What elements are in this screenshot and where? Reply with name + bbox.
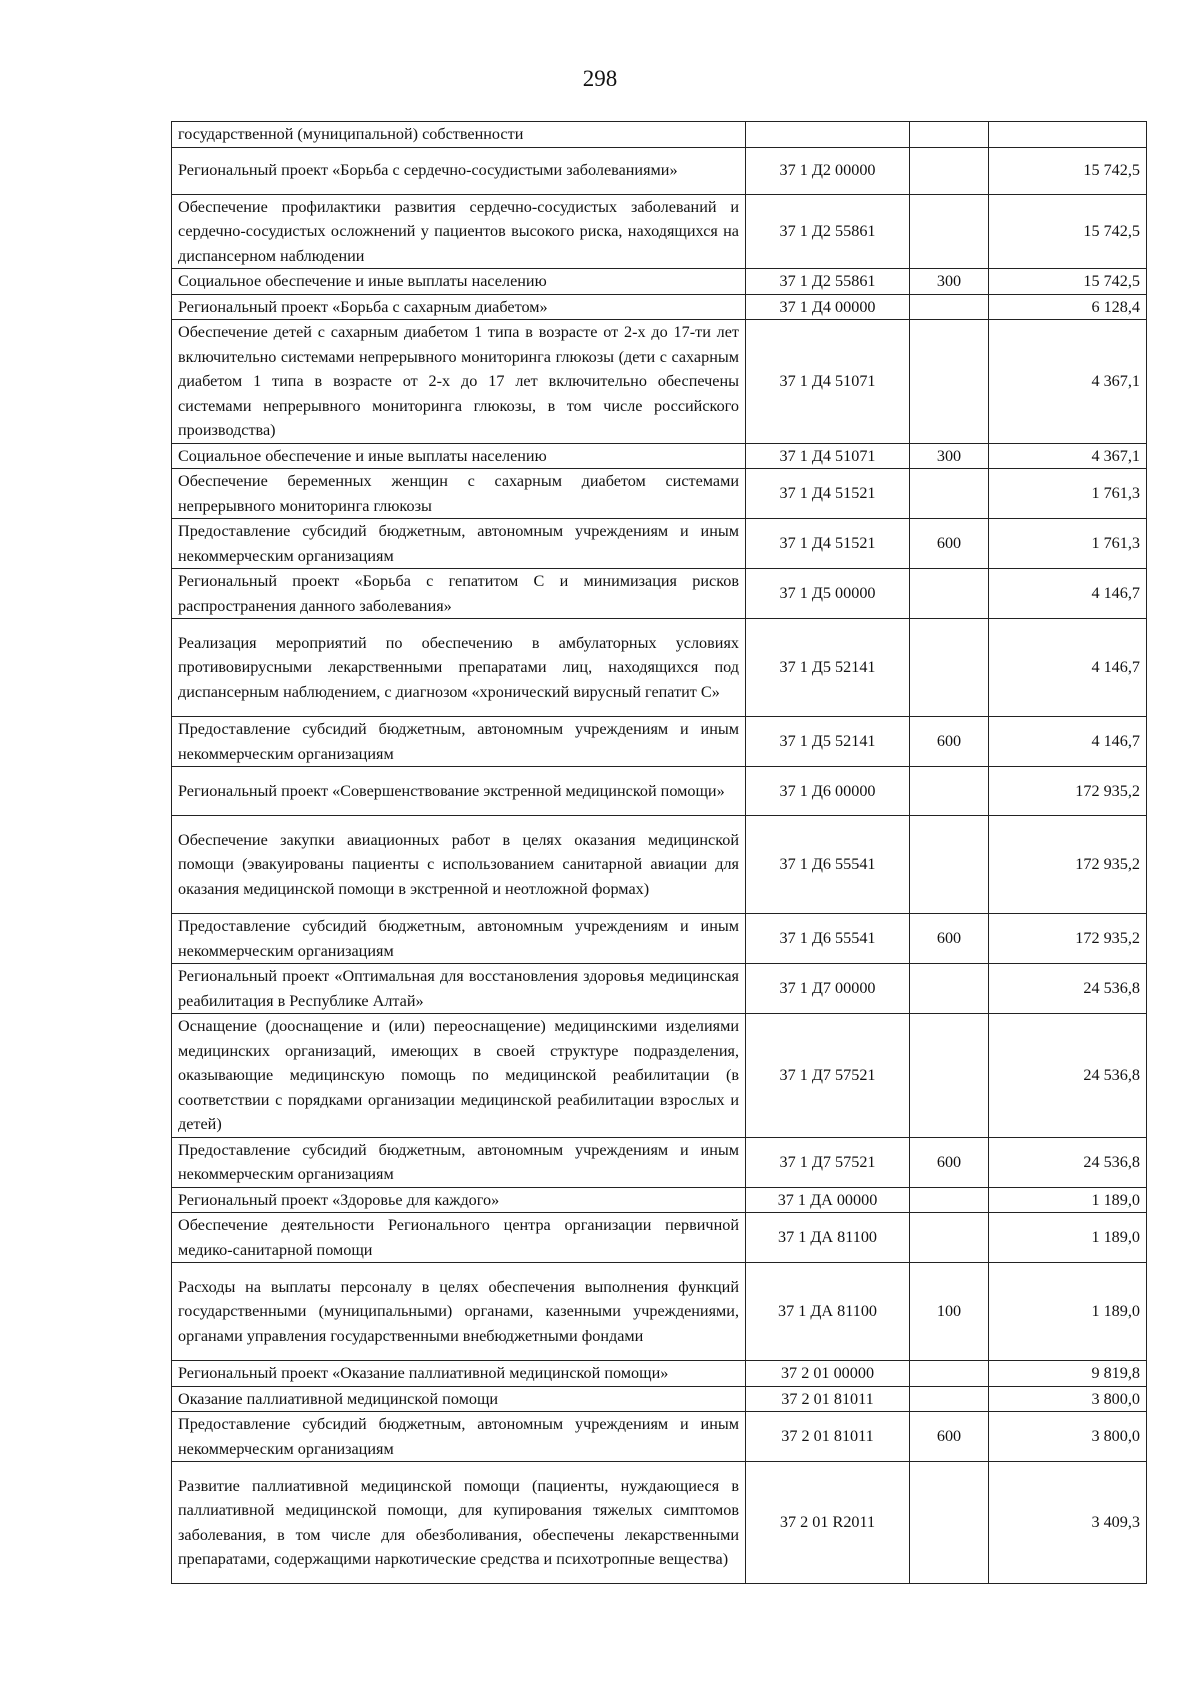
table-row bbox=[172, 1462, 1147, 1584]
row-amount: 1 189,0 bbox=[989, 1263, 1147, 1361]
row-name: Региональный проект «Оптимальная для восстановления здоровья медицинская реабилитация в Республике Алтай» bbox=[172, 964, 746, 1014]
row-name: Региональный проект «Здоровье для каждого» bbox=[172, 1187, 746, 1213]
row-amount: 3 409,3 bbox=[989, 1462, 1147, 1584]
row-amount: 9 819,8 bbox=[989, 1361, 1147, 1387]
row-amount: 24 536,8 bbox=[989, 1014, 1147, 1138]
row-name: Социальное обеспечение и иные выплаты населению bbox=[172, 443, 746, 469]
row-expense-type bbox=[910, 469, 989, 519]
row-name: Предоставление субсидий бюджетным, автономным учреждениям и иным некоммерческим организациям bbox=[172, 1412, 746, 1462]
row-amount: 1 761,3 bbox=[989, 469, 1147, 519]
row-expense-type: 300 bbox=[910, 443, 989, 469]
row-amount: 1 189,0 bbox=[989, 1213, 1147, 1263]
table-row bbox=[172, 320, 1147, 444]
row-name: Региональный проект «Борьба с гепатитом С и минимизация рисков распространения данного заболевания» bbox=[172, 569, 746, 619]
row-name: Обеспечение деятельности Регионального центра организации первичной медико-санитарной помощи bbox=[172, 1213, 746, 1263]
row-amount: 4 146,7 bbox=[989, 569, 1147, 619]
row-name: Реализация мероприятий по обеспечению в амбулаторных условиях противовирусными лекарственными препаратами лиц, находящихся под диспансерным наблюдением, с диагнозом «хронический вирусный гепатит С» bbox=[172, 619, 746, 717]
table-row bbox=[172, 569, 1147, 619]
row-amount: 172 935,2 bbox=[989, 767, 1147, 816]
row-target-code: 37 1 Д4 51071 bbox=[746, 443, 910, 469]
table-row bbox=[172, 1137, 1147, 1187]
row-target-code: 37 2 01 R2011 bbox=[746, 1462, 910, 1584]
table-row bbox=[172, 122, 1147, 148]
row-amount: 24 536,8 bbox=[989, 964, 1147, 1014]
row-name: Региональный проект «Оказание паллиативной медицинской помощи» bbox=[172, 1361, 746, 1387]
budget-table bbox=[171, 121, 1147, 1584]
table-row bbox=[172, 717, 1147, 767]
table-row bbox=[172, 519, 1147, 569]
table-row bbox=[172, 1412, 1147, 1462]
row-target-code: 37 1 Д2 00000 bbox=[746, 147, 910, 194]
row-expense-type: 300 bbox=[910, 269, 989, 295]
row-name: Социальное обеспечение и иные выплаты населению bbox=[172, 269, 746, 295]
row-target-code: 37 1 Д4 51071 bbox=[746, 320, 910, 444]
row-expense-type bbox=[910, 1386, 989, 1412]
row-expense-type bbox=[910, 767, 989, 816]
row-name: Региональный проект «Борьба с сердечно-сосудистыми заболеваниями» bbox=[172, 147, 746, 194]
row-expense-type bbox=[910, 619, 989, 717]
page-number: 298 bbox=[582, 66, 618, 91]
row-target-code: 37 1 Д4 51521 bbox=[746, 469, 910, 519]
row-target-code: 37 1 Д2 55861 bbox=[746, 269, 910, 295]
row-name: Обеспечение беременных женщин с сахарным диабетом системами непрерывного мониторинга глюкозы bbox=[172, 469, 746, 519]
row-target-code: 37 1 Д5 52141 bbox=[746, 619, 910, 717]
row-name: Оказание паллиативной медицинской помощи bbox=[172, 1386, 746, 1412]
table-row bbox=[172, 1361, 1147, 1387]
row-expense-type bbox=[910, 816, 989, 914]
row-expense-type bbox=[910, 294, 989, 320]
row-amount bbox=[989, 122, 1147, 148]
row-amount: 15 742,5 bbox=[989, 147, 1147, 194]
row-expense-type: 100 bbox=[910, 1263, 989, 1361]
row-amount: 4 146,7 bbox=[989, 717, 1147, 767]
row-target-code: 37 1 Д7 00000 bbox=[746, 964, 910, 1014]
table-row bbox=[172, 914, 1147, 964]
row-name: Развитие паллиативной медицинской помощи (пациенты, нуждающиеся в паллиативной медицинской помощи, для купирования тяжелых симптомов заболевания, в том числе для обезболивания, обеспечены лекарственными препаратами, содержащими наркотические средства и психотропные вещества) bbox=[172, 1462, 746, 1584]
row-expense-type bbox=[910, 1462, 989, 1584]
budget-table-body bbox=[172, 122, 1147, 1584]
row-target-code: 37 1 Д7 57521 bbox=[746, 1014, 910, 1138]
row-expense-type bbox=[910, 194, 989, 269]
row-name: Расходы на выплаты персоналу в целях обеспечения выполнения функций государственными (муниципальными) органами, казенными учреждениями, органами управления государственными внебюджетными фондами bbox=[172, 1263, 746, 1361]
table-row bbox=[172, 1187, 1147, 1213]
row-amount: 172 935,2 bbox=[989, 914, 1147, 964]
row-amount: 4 367,1 bbox=[989, 320, 1147, 444]
row-amount: 1 761,3 bbox=[989, 519, 1147, 569]
row-name: Оснащение (дооснащение и (или) переоснащение) медицинскими изделиями медицинских организаций, имеющих в своей структуре подразделения, оказывающие медицинскую помощь по медицинской реабилитации (в соответствии с порядками организации медицинской реабилитации взрослых и детей) bbox=[172, 1014, 746, 1138]
row-expense-type bbox=[910, 1361, 989, 1387]
row-name: Обеспечение детей с сахарным диабетом 1 типа в возрасте от 2-х до 17-ти лет включительно системами непрерывного мониторинга глюкозы (дети с сахарным диабетом 1 типа в возрасте от 2-х до 17 лет включительно обеспечены системами непрерывного мониторинга глюкозы, в том числе российского производства) bbox=[172, 320, 746, 444]
row-expense-type bbox=[910, 1014, 989, 1138]
row-target-code: 37 1 Д6 00000 bbox=[746, 767, 910, 816]
table-row bbox=[172, 767, 1147, 816]
table-row bbox=[172, 269, 1147, 295]
row-expense-type bbox=[910, 1187, 989, 1213]
row-name: Обеспечение профилактики развития сердечно-сосудистых заболеваний и сердечно-сосудистых осложнений у пациентов высокого риска, находящихся на диспансерном наблюдении bbox=[172, 194, 746, 269]
row-amount: 6 128,4 bbox=[989, 294, 1147, 320]
row-name: государственной (муниципальной) собственности bbox=[172, 122, 746, 148]
row-name: Обеспечение закупки авиационных работ в целях оказания медицинской помощи (эвакуированы пациенты с использованием санитарной авиации для оказания медицинской помощи в экстренной и неотложной формах) bbox=[172, 816, 746, 914]
table-row bbox=[172, 1263, 1147, 1361]
row-name: Предоставление субсидий бюджетным, автономным учреждениям и иным некоммерческим организациям bbox=[172, 914, 746, 964]
row-amount: 4 367,1 bbox=[989, 443, 1147, 469]
table-row bbox=[172, 964, 1147, 1014]
table-row bbox=[172, 816, 1147, 914]
row-expense-type: 600 bbox=[910, 1412, 989, 1462]
table-row bbox=[172, 619, 1147, 717]
row-expense-type bbox=[910, 964, 989, 1014]
row-target-code: 37 1 Д5 00000 bbox=[746, 569, 910, 619]
row-amount: 1 189,0 bbox=[989, 1187, 1147, 1213]
table-row bbox=[172, 1213, 1147, 1263]
row-expense-type bbox=[910, 320, 989, 444]
row-name: Предоставление субсидий бюджетным, автономным учреждениям и иным некоммерческим организациям bbox=[172, 1137, 746, 1187]
row-amount: 24 536,8 bbox=[989, 1137, 1147, 1187]
row-target-code: 37 2 01 00000 bbox=[746, 1361, 910, 1387]
table-row bbox=[172, 194, 1147, 269]
row-expense-type bbox=[910, 1213, 989, 1263]
row-expense-type: 600 bbox=[910, 717, 989, 767]
row-name: Региональный проект «Совершенствование экстренной медицинской помощи» bbox=[172, 767, 746, 816]
row-expense-type bbox=[910, 147, 989, 194]
row-amount: 4 146,7 bbox=[989, 619, 1147, 717]
row-expense-type bbox=[910, 569, 989, 619]
row-target-code: 37 1 Д7 57521 bbox=[746, 1137, 910, 1187]
row-target-code: 37 1 Д4 51521 bbox=[746, 519, 910, 569]
row-target-code: 37 1 Д6 55541 bbox=[746, 816, 910, 914]
row-target-code: 37 1 ДА 81100 bbox=[746, 1263, 910, 1361]
row-amount: 172 935,2 bbox=[989, 816, 1147, 914]
row-target-code: 37 1 Д2 55861 bbox=[746, 194, 910, 269]
row-target-code: 37 1 ДА 00000 bbox=[746, 1187, 910, 1213]
row-target-code: 37 1 Д5 52141 bbox=[746, 717, 910, 767]
row-amount: 15 742,5 bbox=[989, 269, 1147, 295]
row-expense-type bbox=[910, 122, 989, 148]
table-row bbox=[172, 469, 1147, 519]
row-target-code bbox=[746, 122, 910, 148]
row-target-code: 37 2 01 81011 bbox=[746, 1386, 910, 1412]
table-row bbox=[172, 1386, 1147, 1412]
table-row bbox=[172, 1014, 1147, 1138]
table-row bbox=[172, 294, 1147, 320]
row-target-code: 37 2 01 81011 bbox=[746, 1412, 910, 1462]
row-target-code: 37 1 Д4 00000 bbox=[746, 294, 910, 320]
row-target-code: 37 1 Д6 55541 bbox=[746, 914, 910, 964]
row-amount: 3 800,0 bbox=[989, 1412, 1147, 1462]
row-expense-type: 600 bbox=[910, 914, 989, 964]
table-row bbox=[172, 147, 1147, 194]
row-expense-type: 600 bbox=[910, 519, 989, 569]
row-name: Предоставление субсидий бюджетным, автономным учреждениям и иным некоммерческим организациям bbox=[172, 717, 746, 767]
table-row bbox=[172, 443, 1147, 469]
row-expense-type: 600 bbox=[910, 1137, 989, 1187]
row-target-code: 37 1 ДА 81100 bbox=[746, 1213, 910, 1263]
row-name: Предоставление субсидий бюджетным, автономным учреждениям и иным некоммерческим организациям bbox=[172, 519, 746, 569]
row-amount: 15 742,5 bbox=[989, 194, 1147, 269]
row-name: Региональный проект «Борьба с сахарным диабетом» bbox=[172, 294, 746, 320]
row-amount: 3 800,0 bbox=[989, 1386, 1147, 1412]
